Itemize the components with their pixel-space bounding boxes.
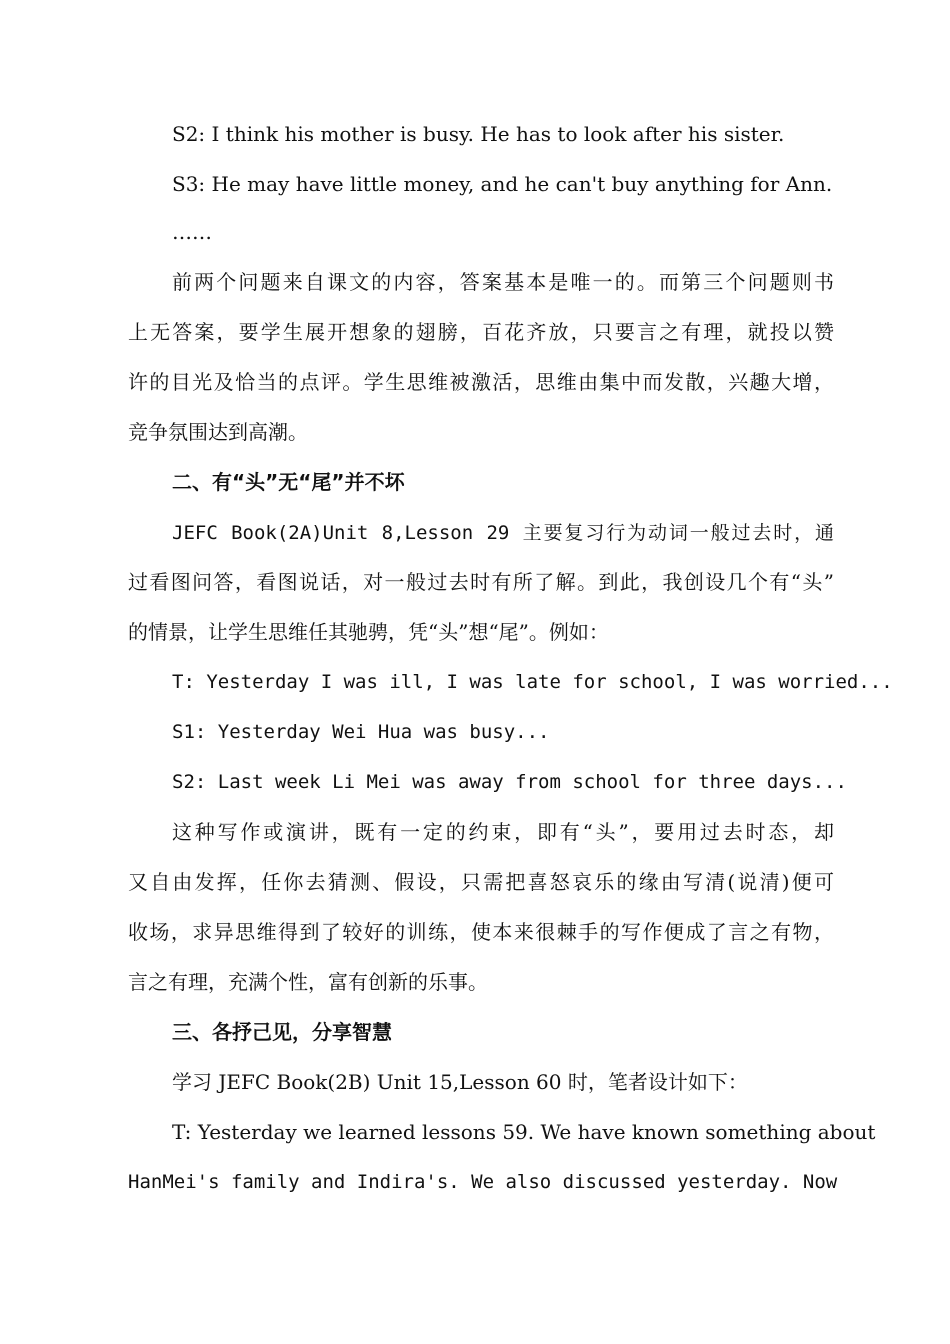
paragraph-line: 言之有理，充满个性，富有创新的乐事。 [128,970,488,994]
paragraph-line: 收场，求异思维得到了较好的训练，使本来很棘手的写作便成了言之有物， [128,920,834,944]
dialogue-line-s3: S3: He may have little money, and he can't buy anything for Ann. [172,172,833,196]
paragraph-line: 许的目光及恰当的点评。学生思维被激活，思维由集中而发散，兴趣大增， [128,370,834,394]
paragraph-line: 过看图问答，看图说话，对一般过去时有所了解。到此，我创设几个有“头” [128,570,834,594]
ellipsis-line: …… [172,220,212,244]
section-heading-3: 三、各抒己见，分享智慧 [172,1020,392,1044]
paragraph-line: 竞争氛围达到高潮。 [128,420,308,444]
section-heading-2: 二、有“头”无“尾”并不坏 [172,470,405,494]
paragraph-line: JEFC Book(2A)Unit 8,Lesson 29 主要复习行为动词一般过去时，通 [172,522,834,544]
dialogue-line-t: T: Yesterday we learned lessons 59. We have known something about [172,1120,876,1144]
paragraph-line: 前两个问题来自课文的内容，答案基本是唯一的。而第三个问题则书 [172,270,834,294]
paragraph-line: 又自由发挥，任你去猜测、假设，只需把喜怒哀乐的缘由写清(说清)便可 [128,870,834,894]
dialogue-line-s2: S2: I think his mother is busy. He has to look after his sister. [172,122,785,146]
paragraph-line: 上无答案，要学生展开想象的翅膀，百花齐放，只要言之有理，就投以赞 [128,320,834,344]
dialogue-line-s2: S2: Last week Li Mei was away from school for three days... [172,771,847,793]
paragraph-line: 学习 JEFC Book(2B) Unit 15,Lesson 60 时，笔者设计如下： [172,1070,748,1094]
dialogue-line-s1: S1: Yesterday Wei Hua was busy... [172,721,550,743]
paragraph-line: HanMei's family and Indira's. We also discussed yesterday. Now [128,1171,838,1193]
paragraph-line: 这种写作或演讲，既有一定的约束，即有“头”，要用过去时态，却 [172,820,834,844]
dialogue-line-t: T: Yesterday I was ill, I was late for school, I was worried... [172,671,893,693]
paragraph-line: 的情景，让学生思维任其驰骋，凭“头”想“尾”。例如： [128,620,609,644]
